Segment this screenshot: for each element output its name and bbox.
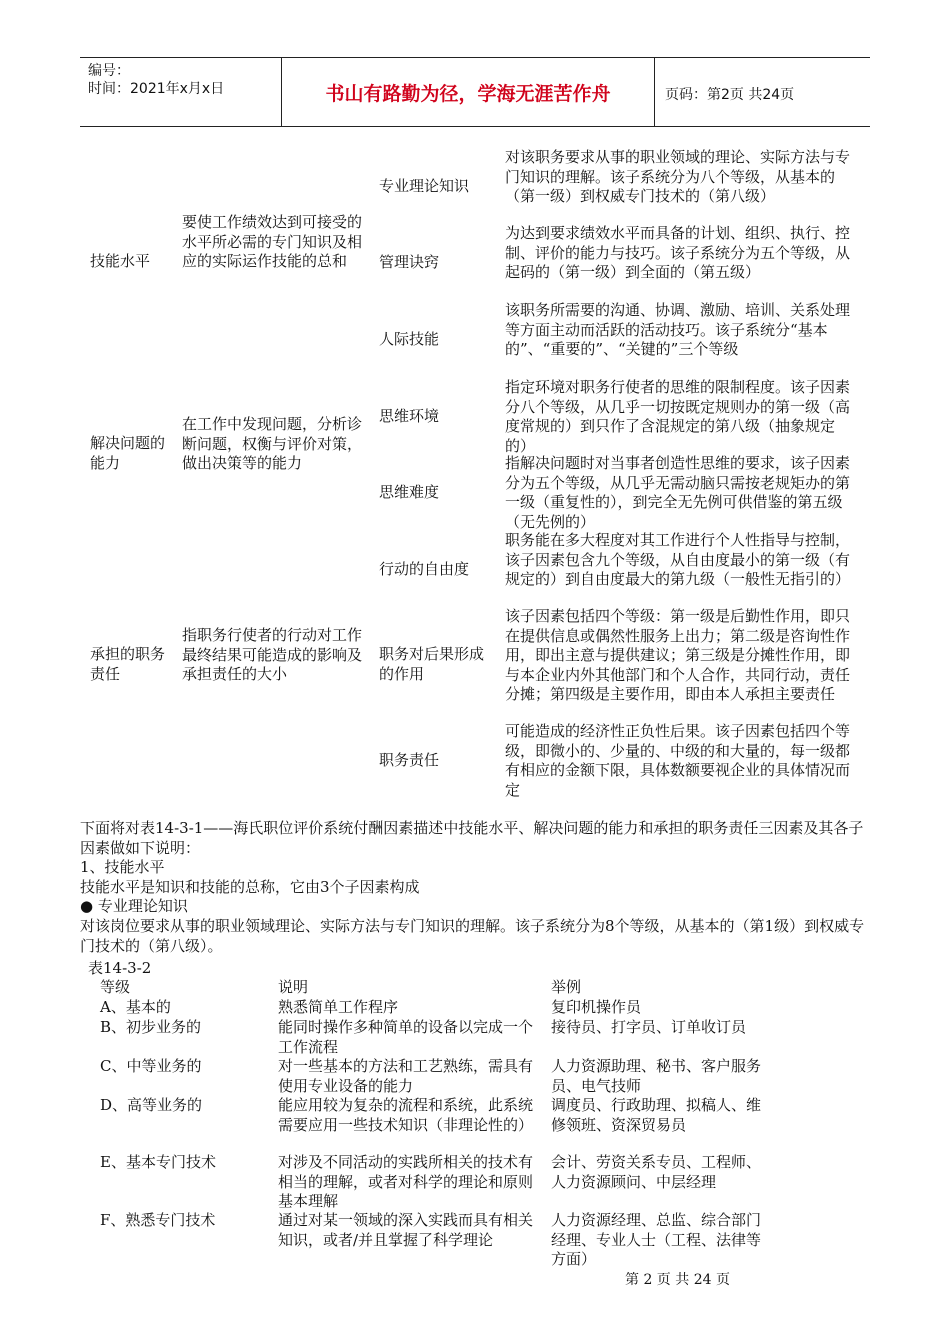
subfactor-name: 人际技能 (379, 330, 440, 348)
factor-group-name: 承担的职务责任 (90, 645, 166, 683)
subfactor-name: 管理诀窍 (379, 253, 440, 271)
grade-cell: D、高等业务的 (100, 1096, 203, 1114)
subfactor-name: 思维环境 (379, 407, 440, 425)
grade-example-cell: 接待员、打字员、订单收订员 (551, 1018, 747, 1036)
factor-group-name: 技能水平 (90, 252, 151, 270)
body-paragraph: 对该岗位要求从事的职业领域理论、实际方法与专门知识的理解。该子系统分为8个等级，从基本的（第1级）到权威专门技术的（第八级）。 (80, 917, 865, 955)
subfactor-desc: 可能造成的经济性正负性后果。该子因素包括四个等级，即微小的、少量的、中级的和大量的，每一级都有相应的金额下限，具体数额要视企业的具体情况而定 (505, 722, 851, 799)
header-divider (654, 58, 655, 126)
subfactor-name: 职务责任 (379, 751, 440, 769)
bullet-heading: ● 专业理论知识 (80, 897, 188, 915)
grade-cell: F、熟悉专门技术 (100, 1211, 216, 1229)
grade-example-cell: 人力资源经理、总监、综合部门经理、专业人士（工程、法律等方面） (551, 1211, 762, 1268)
grade-example-cell: 复印机操作员 (551, 998, 642, 1016)
subfactor-desc: 指定环境对职务行使者的思维的限制程度。该子因素分八个等级，从几乎一切按既定规则办的第一级（高度常规的）到只作了含混规定的第八级（抽象规定的） (505, 378, 851, 455)
subfactor-desc: 指解决问题时对当事者创造性思维的要求，该子因素分为五个等级，从几乎无需动脑只需按老规矩办的第一级（重复性的），到完全无先例可供借鉴的第五级（无先例的） (505, 454, 851, 531)
body-paragraph: 技能水平是知识和技能的总称，它由3个子因素构成 (80, 878, 420, 896)
grade-example-cell: 调度员、行政助理、拟稿人、维修领班、资深贸易员 (551, 1096, 762, 1134)
grade-desc-cell: 熟悉简单工作程序 (278, 998, 399, 1016)
grade-example-cell: 人力资源助理、秘书、客户服务员、电气技师 (551, 1057, 762, 1095)
factor-group-desc: 要使工作绩效达到可接受的水平所必需的专门知识及相应的实际运作技能的总和 (182, 213, 363, 270)
subfactor-desc: 职务能在多大程度对其工作进行个人性指导与控制，该子因素包含九个等级，从自由度最小的第一级（有规定的）到自由度最大的第九级（一般性无指引的） (505, 531, 851, 588)
factor-group-desc: 在工作中发现问题，分析诊断问题，权衡与评价对策，做出决策等的能力 (182, 415, 363, 472)
grade-table-header: 举例 (551, 978, 582, 996)
factor-group-name: 解决问题的能力 (90, 434, 166, 472)
page-footer: 第 2 页 共 24 页 (625, 1272, 730, 1288)
subfactor-name: 职务对后果形成的作用 (379, 645, 485, 683)
table-caption: 表14-3-2 (88, 959, 152, 977)
grade-desc-cell: 能应用较为复杂的流程和系统，此系统需要应用一些技术知识（非理论性的） (278, 1096, 534, 1134)
grade-cell: A、基本的 (100, 998, 171, 1016)
factor-group-desc: 指职务行使者的行动对工作最终结果可能造成的影响及承担责任的大小 (182, 626, 363, 683)
header-motto: 书山有路勤为径，学海无涯苦作舟 (325, 83, 611, 105)
grade-desc-cell: 能同时操作多种简单的设备以完成一个工作流程 (278, 1018, 534, 1056)
grade-desc-cell: 通过对某一领域的深入实践而具有相关知识，或者/并且掌握了科学理论 (278, 1211, 534, 1249)
document-number-label: 编号： (88, 63, 130, 79)
header-page-number: 页码：第2页 共24页 (665, 87, 795, 103)
subfactor-desc: 对该职务要求从事的职业领域的理论、实际方法与专门知识的理解。该子系统分为八个等级，从基本的（第一级）到权威专门技术的（第八级） (505, 148, 851, 205)
grade-cell: E、基本专门技术 (100, 1153, 216, 1171)
grade-desc-cell: 对涉及不同活动的实践所相关的技术有相当的理解，或者对科学的理论和原则基本理解 (278, 1153, 534, 1210)
grade-example-cell: 会计、劳资关系专员、工程师、人力资源顾问、中层经理 (551, 1153, 762, 1191)
grade-cell: B、初步业务的 (100, 1018, 202, 1036)
body-paragraph: 下面将对表14-3-1——海氏职位评价系统付酬因素描述中技能水平、解决问题的能力和承担的职务责任三因素及其各子因素做如下说明： (80, 819, 864, 857)
subfactor-name: 专业理论知识 (379, 177, 470, 195)
grade-table-header: 等级 (100, 978, 131, 996)
header-meta (88, 62, 224, 98)
document-date-label: 时间：2021年x月x日 (88, 81, 225, 97)
subfactor-desc: 该子因素包括四个等级：第一级是后勤性作用，即只在提供信息或偶然性服务上出力；第二级是咨询性作用，即出主意与提供建议；第三级是分摊性作用，即与本企业内外其他部门和个人合作，共同行动，责任分摊；第四级是主要作用，即由本人承担主要责任 (505, 607, 851, 703)
grade-desc-cell: 对一些基本的方法和工艺熟练，需具有使用专业设备的能力 (278, 1057, 534, 1095)
subfactor-name: 行动的自由度 (379, 560, 470, 578)
page-header (80, 57, 870, 127)
grade-table-header: 说明 (278, 978, 309, 996)
subfactor-name: 思维难度 (379, 483, 440, 501)
grade-cell: C、中等业务的 (100, 1057, 202, 1075)
subfactor-desc: 为达到要求绩效水平而具备的计划、组织、执行、控制、评价的能力与技巧。该子系统分为五个等级，从起码的（第一级）到全面的（第五级） (505, 224, 851, 281)
section-heading: 1、技能水平 (80, 858, 165, 876)
subfactor-desc: 该职务所需要的沟通、协调、激励、培训、关系处理等方面主动而活跃的活动技巧。该子系统分“基本的”、“重要的”、“关键的”三个等级 (505, 301, 851, 358)
